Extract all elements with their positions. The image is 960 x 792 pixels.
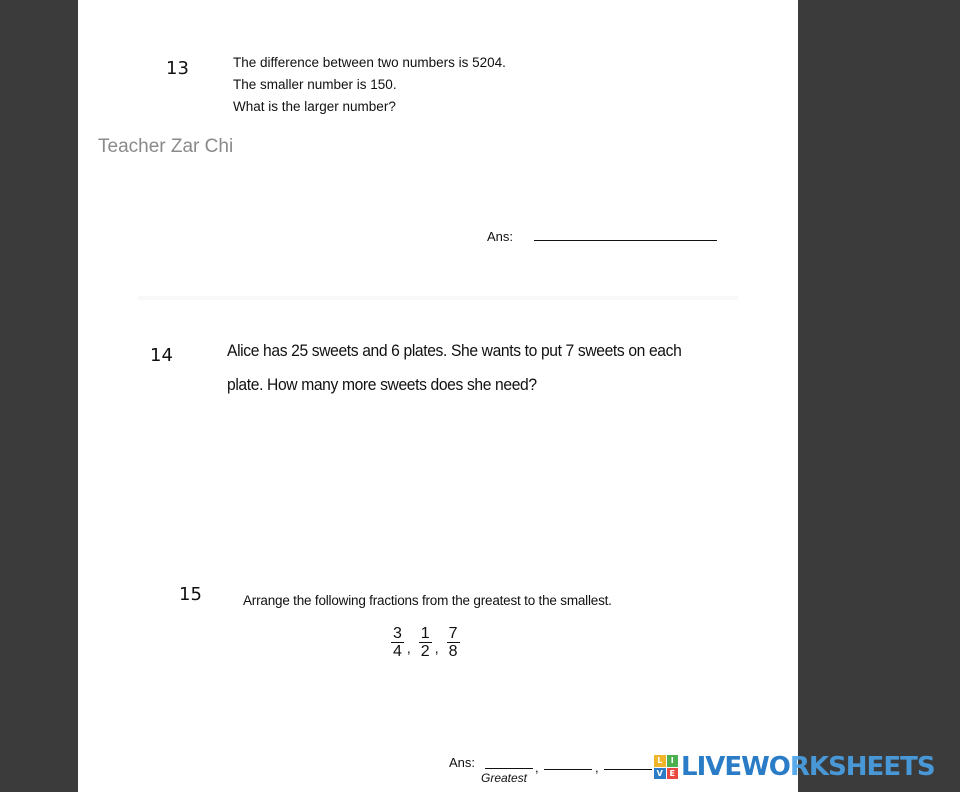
- fraction-1-2: [419, 625, 432, 660]
- fraction-numerator: 1: [420, 625, 430, 642]
- logo-letter: L: [654, 755, 666, 767]
- fraction-numerator: 7: [448, 625, 458, 642]
- question-13-line-1: The difference between two numbers is 5204.: [233, 55, 506, 70]
- scan-edge: [138, 296, 738, 300]
- question-14-text: [227, 334, 721, 402]
- question-13-number: 13: [166, 58, 189, 79]
- worksheet-page: [78, 0, 798, 792]
- fraction-3-4: [391, 625, 404, 660]
- question-13-line-2: The smaller number is 150.: [233, 77, 397, 92]
- brand-name: [681, 752, 935, 782]
- answer-field-3[interactable]: [604, 769, 652, 770]
- question-14-number: 14: [150, 345, 173, 366]
- logo-letter: V: [654, 768, 666, 780]
- answer-separator: ,: [595, 760, 599, 775]
- answer-field-1[interactable]: [485, 768, 533, 769]
- logo-letter: I: [667, 755, 679, 767]
- question-13-line-3: What is the larger number?: [233, 99, 396, 114]
- fraction-separator: ,: [406, 639, 411, 656]
- question-15-number: 15: [179, 584, 202, 605]
- fraction-separator: ,: [434, 639, 439, 656]
- answer-separator: ,: [535, 760, 539, 775]
- question-15-line-1: Arrange the following fractions from the greatest to the smallest.: [243, 593, 612, 608]
- question-14-line-1: Alice has 25 sweets and 6 plates. She wants to put 7 sweets on each: [227, 341, 682, 360]
- fraction-denominator: 8: [448, 643, 458, 660]
- question-13-text: [233, 52, 506, 118]
- answer-field-2[interactable]: [544, 769, 592, 770]
- fraction-7-8: [447, 625, 460, 660]
- fraction-denominator: 4: [393, 643, 402, 660]
- fraction-denominator: 2: [420, 643, 430, 660]
- greatest-label: Greatest: [481, 771, 528, 785]
- brand-name-part-1: LIVEWO: [681, 752, 790, 782]
- fraction-numerator: 3: [393, 625, 402, 642]
- question-15-answer-label: Ans:: [449, 755, 476, 770]
- question-13-answer-label: Ans:: [487, 229, 514, 244]
- question-15-text: [243, 592, 612, 610]
- question-13-answer-field[interactable]: [534, 240, 717, 241]
- fraction-list: [391, 625, 460, 660]
- logo-icon: [654, 755, 678, 779]
- question-14-line-2: plate. How many more sweets does she need?: [227, 375, 537, 394]
- teacher-name: Teacher Zar Chi: [98, 136, 234, 157]
- brand-name-part-2: RKSHEETS: [789, 752, 935, 782]
- liveworksheets-logo: [654, 752, 935, 782]
- logo-letter: E: [667, 768, 679, 780]
